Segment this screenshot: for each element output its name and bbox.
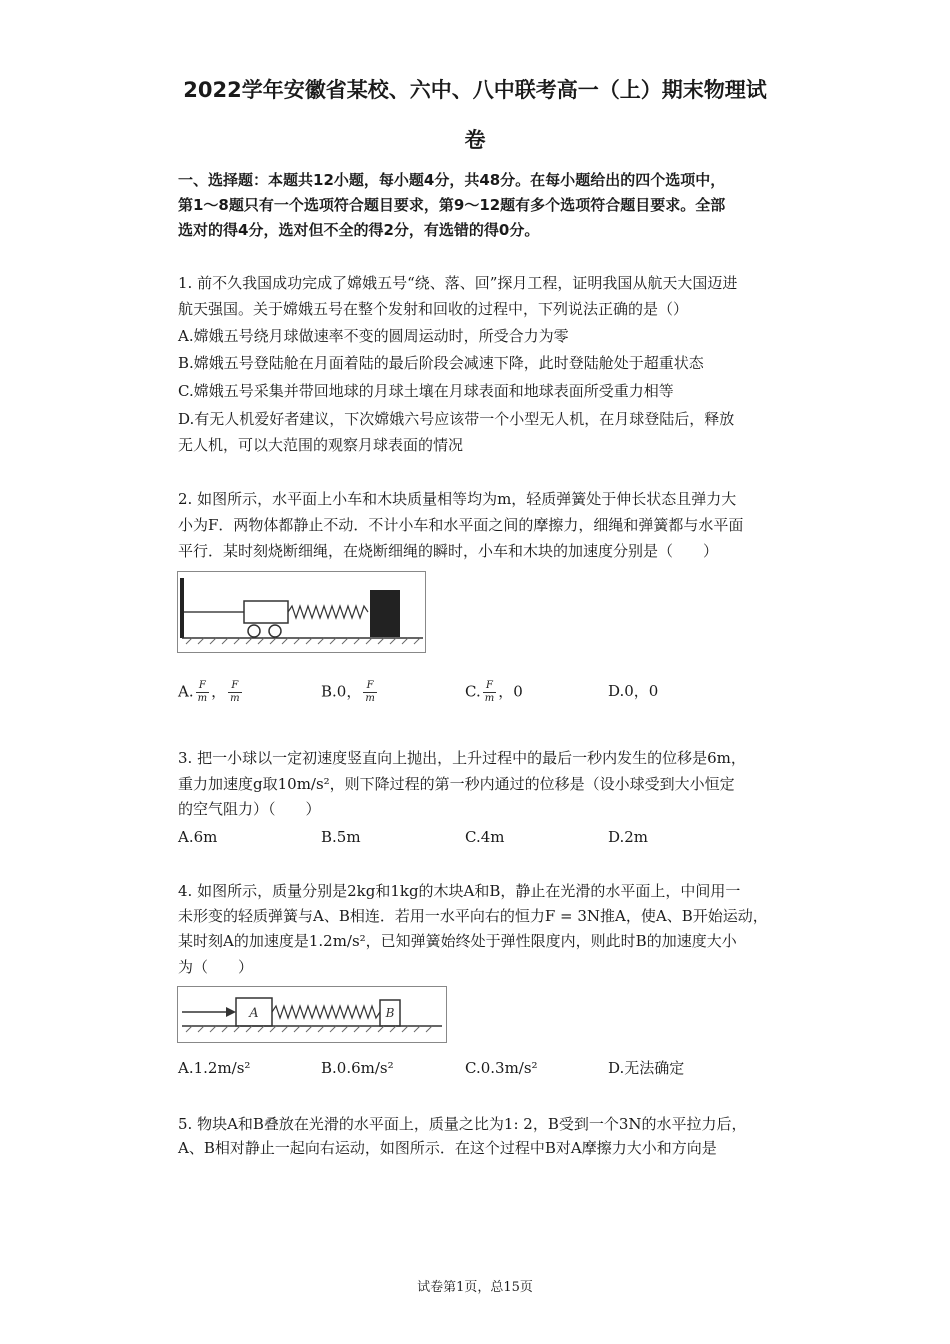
q4-option-a: A.1.2m/s² <box>178 1059 251 1077</box>
denominator: m <box>484 693 495 704</box>
section-line: 选对的得4分，选对但不全的得2分，有选错的得0分。 <box>178 221 540 239</box>
q5-stem-line: 5. 物块A和B叠放在光滑的水平面上，质量之比为1: 2，B受到一个3N的水平拉力后， <box>178 1115 747 1133</box>
spring <box>288 606 368 618</box>
cart-spring-block-diagram <box>178 572 425 652</box>
q4-figure <box>177 986 447 1043</box>
q1-option-d: D.有无人机爱好者建议，下次嫦娥六号应该带一个小型无人机，在月球登陆后，释放 <box>178 410 735 428</box>
block <box>370 590 400 637</box>
numerator: F <box>196 680 209 693</box>
q3-option-c: C.4m <box>465 828 505 846</box>
q2-figure <box>177 571 426 653</box>
ground-hatch <box>186 1026 432 1032</box>
section-instructions <box>178 168 818 243</box>
fraction <box>363 680 376 705</box>
q1-option-d-cont: 无人机，可以大范围的观察月球表面的情况 <box>178 436 464 454</box>
fraction <box>228 680 241 705</box>
q1-option-c: C.嫦娥五号采集并带回地球的月球土壤在月球表面和地球表面所受重力相等 <box>178 382 674 400</box>
option-prefix: A. <box>178 682 194 701</box>
denominator: m <box>230 693 240 704</box>
q3-option-a: A.6m <box>178 828 218 846</box>
blocks-spring-diagram <box>178 987 446 1042</box>
q2-stem-line: 小为F．两物体都静止不动．不计小车和水平面之间的摩擦力，细绳和弹簧都与水平面 <box>178 516 744 534</box>
numerator: F <box>228 680 241 693</box>
q3-option-b: B.5m <box>321 828 361 846</box>
option-prefix: B.0， <box>321 682 362 701</box>
q3-stem-line: 3. 把一小球以一定初速度竖直向上抛出，上升过程中的最后一秒内发生的位移是6m， <box>178 749 746 767</box>
denominator: m <box>365 693 375 704</box>
q5-stem-line: A、B相对静止一起向右运动，如图所示．在这个过程中B对A摩擦力大小和方向是 <box>178 1139 717 1157</box>
cart <box>244 601 288 623</box>
q1-stem-line: 航天强国。关于嫦娥五号在整个发射和回收的过程中，下列说法正确的是（） <box>178 300 689 318</box>
q4-option-c: C.0.3m/s² <box>465 1059 538 1077</box>
q4-stem-line: 4. 如图所示，质量分别是2kg和1kg的木块A和B，静止在光滑的水平面上，中间用一 <box>178 882 741 900</box>
section-line: 一、选择题：本题共12小题，每小题4分，共48分。在每小题给出的四个选项中， <box>178 171 726 189</box>
option-suffix: ，0 <box>498 682 523 701</box>
q2-option-c <box>465 680 523 705</box>
fraction <box>196 680 209 705</box>
numerator: F <box>483 680 496 693</box>
denominator: m <box>197 693 208 704</box>
q1-option-a: A.嫦娥五号绕月球做速率不变的圆周运动时，所受合力为零 <box>178 327 569 345</box>
q3-stem-line: 的空气阻力）（ ） <box>178 800 321 818</box>
q2-stem-line: 2. 如图所示，水平面上小车和木块质量相等均为m，轻质弹簧处于伸长状态且弹力大 <box>178 490 737 508</box>
page-title-line1: 2022学年安徽省某校、六中、八中联考高一（上）期末物理试 <box>183 78 767 102</box>
cart-wheel <box>269 625 281 637</box>
spring <box>272 1006 380 1018</box>
arrow-head-icon <box>226 1007 236 1017</box>
q4-stem-line: 某时刻A的加速度是1.2m/s²，已知弹簧始终处于弹性限度内，则此时B的加速度大小 <box>178 932 737 950</box>
label-b: B <box>385 1006 395 1020</box>
q4-stem-line: 未形变的轻质弹簧与A、B相连．若用一水平向右的恒力F = 3N推A，使A、B开始运动， <box>178 907 768 925</box>
cart-wheel <box>248 625 260 637</box>
page-title-line2: 卷 <box>464 128 486 152</box>
q4-option-d: D.无法确定 <box>608 1059 685 1077</box>
q3-option-d: D.2m <box>608 828 649 846</box>
q1-stem-line: 1. 前不久我国成功完成了嫦娥五号“绕、落、回”探月工程，证明我国从航天大国迈进 <box>178 274 738 292</box>
page-footer: 试卷第1页，总15页 <box>417 1280 533 1295</box>
q2-option-b <box>321 680 379 705</box>
numerator: F <box>363 680 376 693</box>
ground-hatch <box>186 638 420 644</box>
q4-option-b: B.0.6m/s² <box>321 1059 394 1077</box>
q2-stem-line: 平行．某时刻烧断细绳，在烧断细绳的瞬时，小车和木块的加速度分别是（ ） <box>178 542 719 560</box>
label-a: A <box>249 1006 259 1021</box>
separator: ， <box>211 682 227 701</box>
option-prefix: C. <box>465 682 481 701</box>
section-line: 第1～8题只有一个选项符合题目要求，第9～12题有多个选项符合题目要求。全部 <box>178 196 726 214</box>
q2-option-d: D.0，0 <box>608 682 659 700</box>
q3-stem-line: 重力加速度g取10m/s²，则下降过程的第一秒内通过的位移是（设小球受到大小恒定 <box>178 775 735 793</box>
fraction <box>483 680 496 705</box>
q1-option-b: B.嫦娥五号登陆舱在月面着陆的最后阶段会减速下降，此时登陆舱处于超重状态 <box>178 354 704 372</box>
q4-stem-line: 为（ ） <box>178 958 254 976</box>
q2-option-a <box>178 680 244 705</box>
